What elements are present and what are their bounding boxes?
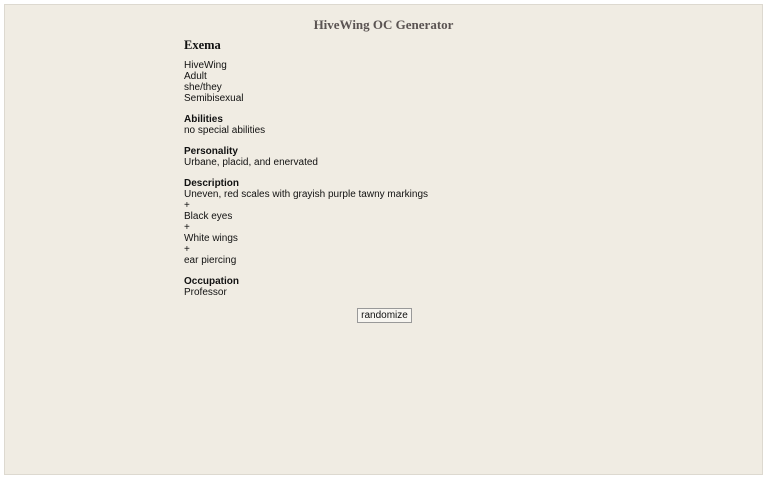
description-line: Black eyes — [184, 211, 233, 222]
description-line: + — [184, 200, 190, 211]
page-panel — [4, 4, 763, 475]
description-line: + — [184, 244, 190, 255]
abilities-value: no special abilities — [184, 125, 266, 136]
occupation-label: Occupation — [184, 276, 240, 287]
description-line: + — [184, 222, 190, 233]
character-sheet — [184, 38, 584, 308]
description-line: White wings — [184, 233, 238, 244]
basics-block — [184, 60, 584, 104]
personality-label: Personality — [184, 146, 238, 157]
occupation-block — [184, 276, 584, 298]
character-name: Exema — [184, 38, 221, 52]
age: Adult — [184, 71, 207, 82]
description-line: Uneven, red scales with grayish purple tawny markings — [184, 189, 428, 200]
orientation: Semibisexual — [184, 93, 244, 104]
description-block — [184, 178, 584, 266]
abilities-label: Abilities — [184, 114, 223, 125]
description-line: ear piercing — [184, 255, 237, 266]
personality-block — [184, 146, 584, 168]
occupation-value: Professor — [184, 287, 227, 298]
randomize-button[interactable]: randomize — [357, 308, 412, 323]
abilities-block — [184, 114, 584, 136]
personality-value: Urbane, placid, and enervated — [184, 157, 318, 168]
page-title: HiveWing OC Generator — [313, 17, 454, 32]
description-label: Description — [184, 178, 240, 189]
pronouns: she/they — [184, 82, 222, 93]
tribe: HiveWing — [184, 60, 227, 71]
